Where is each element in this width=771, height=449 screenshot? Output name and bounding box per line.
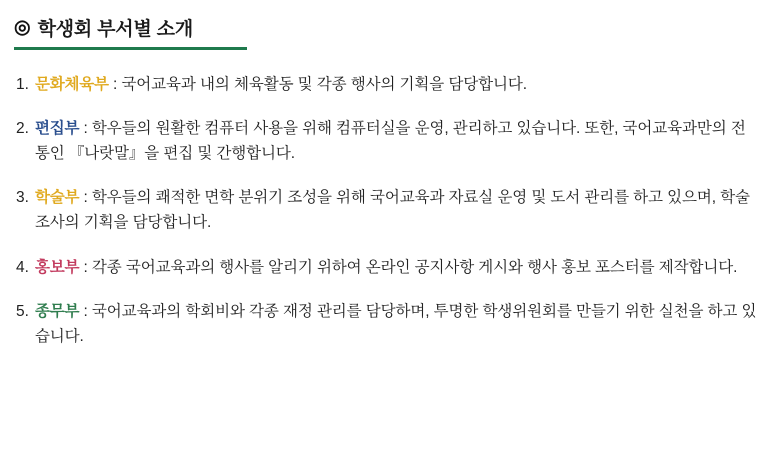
page-title (14, 14, 757, 41)
department-name: 종무부 (34, 302, 80, 320)
list-item (10, 72, 757, 97)
list-item-number: 3. (16, 189, 29, 207)
department-name: 편집부 (34, 120, 80, 138)
department-name: 문화체육부 (34, 76, 109, 93)
list-item-number: 2. (16, 120, 29, 138)
page-title-text: 학생회 부서별 소개 (37, 19, 193, 40)
list-item (10, 255, 757, 280)
list-item-body (35, 116, 757, 166)
separator: : (79, 258, 92, 276)
separator: : (79, 120, 92, 138)
department-description: 각종 국어교육과의 행사를 알리기 위하여 온라인 공지사항 게시와 행사 홍보 포스터를 제작합니다. (91, 258, 738, 276)
department-description: 학우들의 원활한 컴퓨터 사용을 위해 컴퓨터실을 운영, 관리하고 있습니다. 또한, 국어교육과만의 전통인 『나랏말』을 편집 및 간행합니다. (34, 120, 746, 163)
department-description: 국어교육과 내의 체육활동 및 각종 행사의 기획을 담당합니다. (121, 76, 527, 93)
list-item-body (35, 299, 757, 349)
list-item-number: 4. (16, 258, 29, 276)
list-item-body (35, 255, 737, 280)
list-item-body (35, 72, 527, 97)
department-name: 학술부 (34, 189, 80, 207)
separator: : (108, 76, 122, 93)
list-item-body (35, 185, 757, 235)
bullet-icon: ◎ (14, 17, 31, 38)
department-description: 국어교육과의 학회비와 각종 재정 관리를 담당하며, 투명한 학생위원회를 만들기 위한 실천을 하고 있습니다. (34, 302, 757, 345)
separator: : (79, 189, 92, 207)
separator: : (79, 302, 92, 320)
title-underline (14, 47, 247, 50)
department-list (10, 72, 757, 349)
list-item (10, 116, 757, 166)
list-item-number: 1. (16, 76, 29, 93)
list-item-number: 5. (16, 302, 29, 320)
department-description: 학우들의 쾌적한 면학 분위기 조성을 위해 국어교육과 자료실 운영 및 도서 관리를 하고 있으며, 학술조사의 기획을 담당합니다. (34, 189, 750, 232)
list-item (10, 185, 757, 235)
list-item (10, 299, 757, 349)
department-name: 홍보부 (34, 258, 80, 276)
